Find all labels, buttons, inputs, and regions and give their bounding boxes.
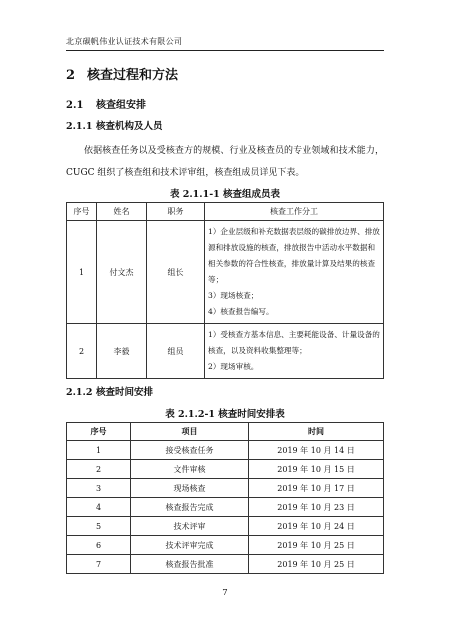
body-paragraph: 依据核查任务以及受核查方的规模、行业及核查员的专业领域和技术能力，CUGC 组织了核查组和技术评审组，核查组成员详见下表。 — [66, 146, 384, 178]
duty-line: 2）现场审核。 — [208, 362, 259, 371]
page-header: 北京碳帆伟业认证技术有限公司 — [66, 36, 384, 51]
page-number: 7 — [222, 588, 228, 598]
row-number: 1 — [67, 221, 97, 324]
schedule-item: 现场核查 — [131, 479, 249, 498]
subsection-heading — [66, 96, 146, 111]
subsubsection-title: 核查机构及人员 — [96, 121, 163, 132]
section-number: 2 — [66, 68, 76, 83]
header-cell: 序号 — [67, 203, 97, 221]
team-members-table — [66, 202, 384, 379]
header-cell: 核查工作分工 — [205, 203, 384, 221]
subsubsection-title: 核查时间安排 — [96, 387, 154, 398]
row-number: 4 — [67, 498, 131, 517]
row-number: 3 — [67, 479, 131, 498]
table2-caption: 表 2.1.2-1 核查时间安排表 — [165, 409, 285, 420]
subsection-title: 核查组安排 — [96, 100, 146, 111]
row-number: 2 — [67, 324, 97, 379]
row-number: 7 — [67, 555, 131, 574]
schedule-item: 文件审核 — [131, 460, 249, 479]
schedule-item: 技术评审 — [131, 517, 249, 536]
table-row — [67, 536, 384, 555]
table1-caption: 表 2.1.1-1 核查组成员表 — [169, 189, 281, 200]
duty-line: 3）现场核查； — [208, 291, 259, 300]
table-row — [67, 324, 384, 379]
schedule-table — [66, 422, 384, 574]
schedule-date: 2019 年 10 月 25 日 — [249, 555, 384, 574]
schedule-date: 2019 年 10 月 14 日 — [249, 441, 384, 460]
schedule-item: 核查报告完成 — [131, 498, 249, 517]
section-title: 核查过程和方法 — [87, 68, 179, 83]
schedule-date: 2019 年 10 月 17 日 — [249, 479, 384, 498]
table-header-row — [67, 423, 384, 441]
row-number: 6 — [67, 536, 131, 555]
schedule-item: 接受核查任务 — [131, 441, 249, 460]
header-cell: 项目 — [131, 423, 249, 441]
subsubsection-number: 2.1.1 — [66, 121, 93, 132]
subsubsection-heading-212 — [66, 384, 153, 398]
schedule-date: 2019 年 10 月 15 日 — [249, 460, 384, 479]
schedule-date: 2019 年 10 月 23 日 — [249, 498, 384, 517]
row-number: 5 — [67, 517, 131, 536]
table-row — [67, 441, 384, 460]
schedule-date: 2019 年 10 月 25 日 — [249, 536, 384, 555]
member-name: 付文杰 — [97, 221, 147, 324]
schedule-date: 2019 年 10 月 24 日 — [249, 517, 384, 536]
schedule-item: 技术评审完成 — [131, 536, 249, 555]
subsubsection-heading-211 — [66, 118, 163, 132]
section-heading — [66, 64, 178, 83]
table-row — [67, 555, 384, 574]
header-cell: 时间 — [249, 423, 384, 441]
duty-line: 1）受核查方基本信息、主要耗能设备、计量设备的核查，以及资料收集整理等； — [208, 330, 380, 355]
header-cell: 职务 — [147, 203, 205, 221]
table-header-row — [67, 203, 384, 221]
table-row — [67, 517, 384, 536]
duty-line: 4）核查报告编写。 — [208, 307, 274, 316]
member-role: 组员 — [147, 324, 205, 379]
row-number: 1 — [67, 441, 131, 460]
duty-line: 1）企业层级和补充数据表层级的碳排放边界、排放源和排放设施的核查，排放报告中活动水平数据和相关参数的符合性核查，排放量计算及结果的核查等； — [208, 227, 380, 284]
header-cell: 姓名 — [97, 203, 147, 221]
subsection-number: 2.1 — [66, 100, 84, 111]
header-cell: 序号 — [67, 423, 131, 441]
member-duties — [205, 324, 384, 379]
schedule-item: 核查报告批准 — [131, 555, 249, 574]
table-row — [67, 498, 384, 517]
table-row — [67, 479, 384, 498]
member-role: 组长 — [147, 221, 205, 324]
table-row — [67, 460, 384, 479]
table-row — [67, 221, 384, 324]
subsubsection-number: 2.1.2 — [66, 387, 93, 398]
member-name: 李毅 — [97, 324, 147, 379]
row-number: 2 — [67, 460, 131, 479]
member-duties — [205, 221, 384, 324]
